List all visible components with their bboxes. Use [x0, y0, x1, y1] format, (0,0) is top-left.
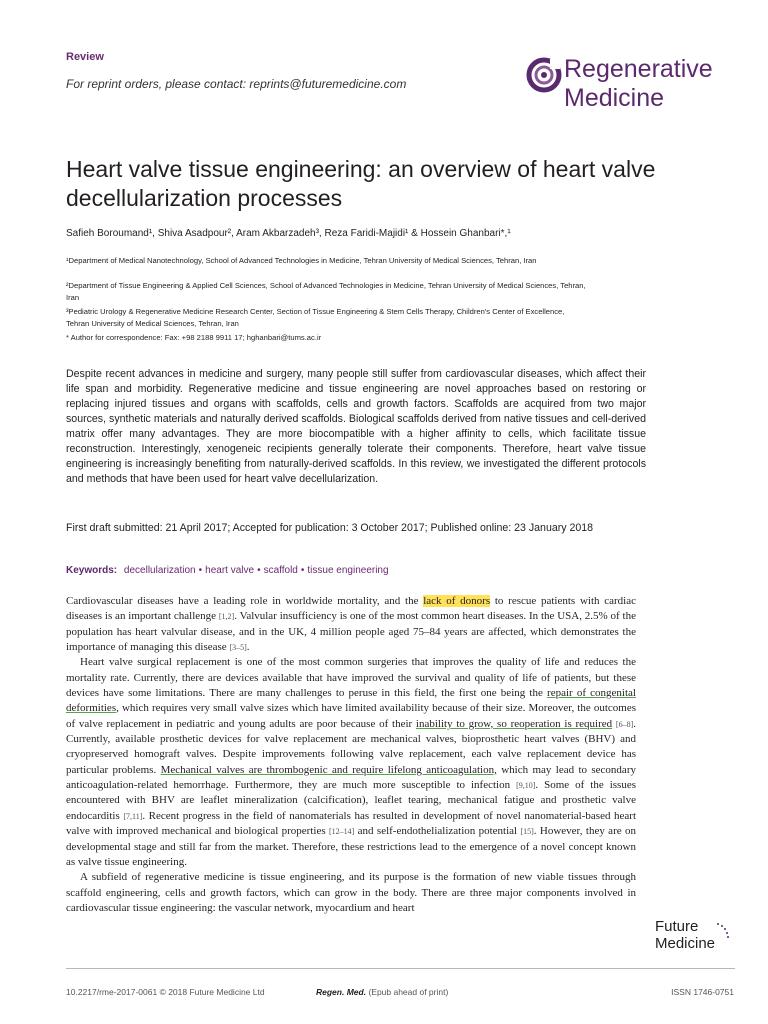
affiliation-1: ¹Department of Medical Nanotechnology, School of Advanced Technologies in Medicine, Tehran University of Medical Sciences, Tehran, Iran — [66, 256, 537, 265]
fm-logo-line-1: Future — [655, 918, 699, 935]
keyword[interactable]: scaffold — [263, 565, 298, 576]
keywords-label: Keywords: — [66, 565, 118, 576]
paragraph-2: Heart valve surgical replacement is one of the most common surgeries that improves the quality of life and reduces the mortality rate. Currently, there are devices available that have improved the survival and quality of life of patients, but these devices have some limitations. There are many challenges to peruse in this field, the first one being the repair of congenital deformities, which requires very small valve sizes which have limited availability because of their size. Moreover, the outcomes of valve replacement in pediatric and young adults are poor because of their inability to grow, so reoperation is required [6–8]. Currently, available prosthetic devices for valve replacement are mechanical valves, bioprosthetic heart valves (BHV) and cryopreserved homograft valves. Despite improvements following valve replacement, each valve replacement device has particular problems. Mechanical valves are thrombogenic and require lifelong anticoagulation, which may lead to secondary anticoagulation-related hemorrhage. Furthermore, they are much more susceptible to infection [9,10]. Some of the issues encountered with BHV are leaflet mineralization (calcification), leaflet tearing, mechanical fatigue and prosthetic valve endocarditis [7,11]. Recent progress in the field of nanomaterials has resulted in development of novel nanomaterial-based heart valve with improved mechanical and biological properties [12–14] and self-endothelialization potential [15]. However, they are on developmental stage and still far from the market. Therefore, these restrictions lead to the emergence of a novel concept known as valve tissue engineering. — [66, 656, 636, 868]
journal-abbrev: Regen. Med. — [316, 987, 367, 997]
citation[interactable]: [3–5] — [229, 643, 247, 653]
citation[interactable]: [6–8] — [615, 719, 634, 729]
underlined-text: repair of congenital deformities — [66, 687, 636, 715]
affiliation-2: ²Department of Tissue Engineering & Applied Cell Sciences, School of Advanced Technologies in Medicine, Tehran University of Medical Sciences, Tehran, Iran — [66, 281, 586, 303]
underlined-text: Mechanical valves are thrombogenic and require lifelong anticoagulation, — [160, 763, 497, 776]
footer-divider — [66, 968, 735, 969]
citation[interactable]: [12–14] — [328, 827, 355, 837]
keyword[interactable]: heart valve — [205, 565, 255, 576]
footer-doi: 10.2217/rme-2017-0061 © 2018 Future Medicine Ltd — [66, 987, 265, 997]
spiral-logo-icon — [526, 57, 562, 93]
author-list: Safieh Boroumand¹, Shiva Asadpour², Aram Akbarzadeh³, Reza Faridi-Majidi¹ & Hossein Ghanbari*,¹ — [66, 228, 511, 239]
reprint-notice: For reprint orders, please contact: reprints@futuremedicine.com — [66, 77, 407, 91]
paragraph-1: Cardiovascular diseases have a leading role in worldwide mortality, and the lack of donors to rescue patients with cardiac diseases is an important challenge [1,2]. Valvular insufficiency is one of the most common heart diseases. In the USA, 2.5% of the population has heart valvular disease, and in the UK, 4 million people aged 75–84 years are affected, which demonstrates the importance of managing this disease [3–5]. — [66, 595, 636, 654]
paragraph-3: A subfield of regenerative medicine is tissue engineering, and its purpose is the formation of new viable tissues through scaffold engineering, cells and growth factors, which can grow in the body. There are three major components involved in cardiovascular tissue engineering: the vascular network, myocardium and heart — [66, 871, 636, 914]
fm-logo-line-2: Medicine — [655, 935, 716, 952]
underlined-text: inability to grow, so reoperation is required — [415, 717, 613, 730]
publication-status: (Epub ahead of print) — [368, 987, 449, 997]
section-tag: Review — [66, 51, 104, 63]
keyword[interactable]: tissue engineering — [307, 565, 389, 576]
footer-journal — [316, 987, 448, 997]
bullet-icon: • — [198, 565, 203, 576]
citation[interactable]: [7,11] — [123, 811, 143, 821]
logo-line-1: Regenerative — [564, 55, 713, 83]
article-title: Heart valve tissue engineering: an overview of heart valve decellularization processes — [66, 156, 656, 211]
logo-line-2: Medicine — [564, 84, 665, 112]
journal-logo — [526, 55, 746, 115]
keywords — [66, 565, 389, 576]
correspondence: * Author for correspondence: Fax: +98 2188 9911 17; hghanbari@tums.ac.ir — [66, 333, 322, 342]
publication-dates: First draft submitted: 21 April 2017; Accepted for publication: 3 October 2017; Published online: 23 January 2018 — [66, 522, 594, 534]
keyword[interactable]: decellularization — [123, 565, 196, 576]
body-text — [66, 594, 636, 916]
citation[interactable]: [15] — [520, 827, 534, 837]
citation[interactable]: [1,2] — [218, 612, 235, 622]
affiliation-3: ³Pediatric Urology & Regenerative Medicine Research Center, Section of Tissue Engineering & Stem Cells Therapy, Children's Center of Excellence, Tehran University of Medical Sciences, Tehran, Iran — [66, 307, 565, 329]
dotted-swoosh-icon — [715, 922, 731, 938]
citation[interactable]: [9,10] — [516, 781, 536, 791]
highlighted-text: lack of donors — [423, 595, 491, 607]
future-medicine-logo — [655, 918, 735, 952]
bullet-icon: • — [257, 565, 261, 576]
abstract: Despite recent advances in medicine and surgery, many people still suffer from cardiovascular diseases, which affect their life span and morbidity. Regenerative medicine and tissue engineering are novel approaches based on restoring or replacing injured tissues and organs with scaffolds, cells and growth factors. Scaffolds are acquired from two major sources, synthetic materials and naturally derived scaffolds. Biological scaffolds derived from native tissues and cell-derived matrix offer many advantages. They are more biocompatible with a higher affinity to cells, which facilitate tissue reconstruction. Interestingly, xenogeneic recipients generally tolerate their components. Therefore, heart valve tissue engineering is increasingly benefiting from naturally-derived scaffolds. In this review, we investigated the different protocols and methods that have been used for heart valve decellularization. — [66, 368, 646, 485]
footer-issn: ISSN 1746-0751 — [671, 987, 734, 997]
bullet-icon: • — [300, 565, 305, 576]
